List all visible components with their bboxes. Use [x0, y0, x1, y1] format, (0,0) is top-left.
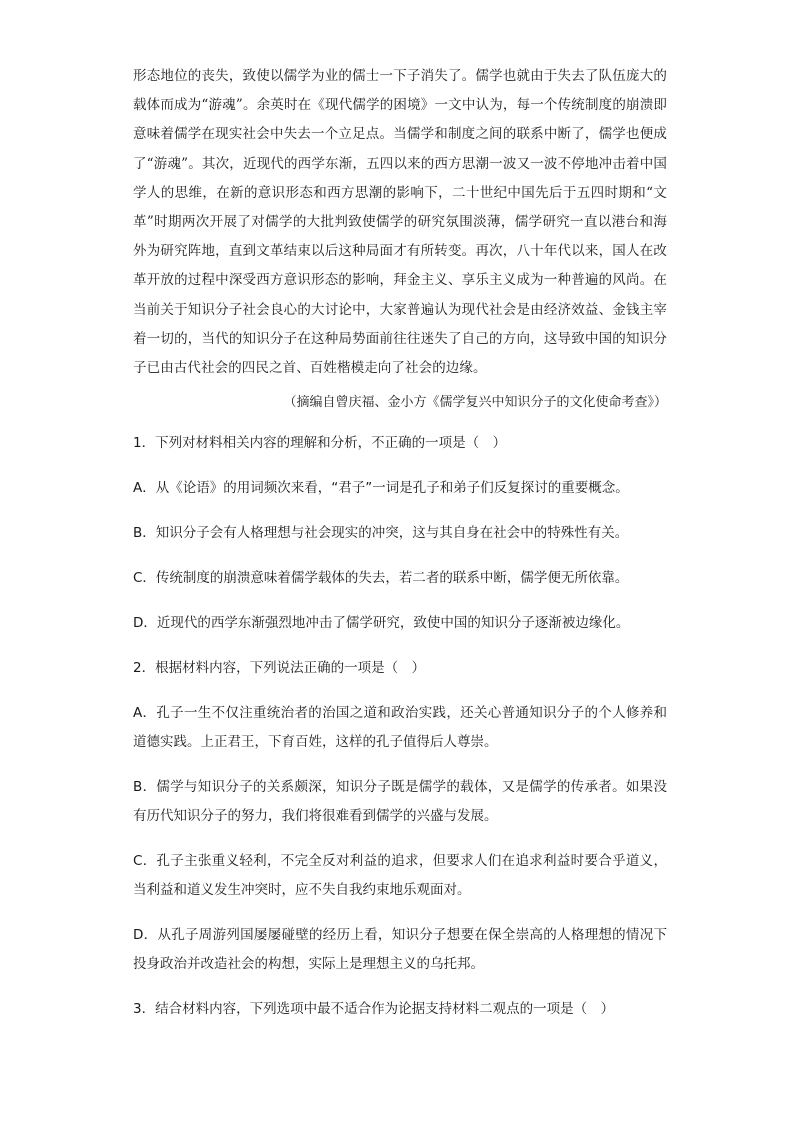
option-b: B．儒学与知识分子的关系颇深，知识分子既是儒学的载体，又是儒学的传承者。如果没有历代知识分子的努力，我们将很难看到儒学的兴盛与发展。 [133, 779, 667, 825]
option-c: C．传统制度的崩溃意味着儒学载体的失去，若二者的联系中断，儒学便无所依靠。 [133, 570, 629, 587]
option-b: B．知识分子会有人格理想与社会现实的冲突，这与其自身在社会中的特殊性有关。 [133, 525, 629, 542]
question-3 [133, 995, 667, 1024]
source-citation: （摘编自曾庆福、金小方《儒学复兴中知识分子的文化使命考查》） [283, 395, 667, 411]
question-1 [133, 429, 667, 638]
question-stem: 3．结合材料内容，下列选项中最不适合作为论据支持材料二观点的一项是（ ） [133, 1001, 615, 1018]
option-a: A．孔子一生不仅注重统治者的治国之道和政治实践，还关心普通知识分子的个人修养和道德实践。上正君王，下育百姓，这样的孔子值得后人尊崇。 [133, 705, 667, 751]
option-c: C．孔子主张重义轻利，不完全反对利益的追求，但要求人们在追求利益时要合乎道义，当利益和道义发生冲突时，应不失自我约束地乐观面对。 [133, 853, 667, 899]
option-d: D．近现代的西学东渐强烈地冲击了儒学研究，致使中国的知识分子逐渐被边缘化。 [133, 615, 630, 632]
question-stem: 2．根据材料内容，下列说法正确的一项是（ ） [133, 660, 426, 677]
option-a: A．从《论语》的用词频次来看，“君子”一词是孔子和弟子们反复探讨的重要概念。 [133, 480, 629, 497]
document-page [133, 62, 667, 1024]
passage-text: 形态地位的丧失，致使以儒学为业的儒士一下子消失了。儒学也就由于失去了队伍庞大的载体而成为“游魂”。余英时在《现代儒学的困境》一文中认为，每一个传统制度的崩溃即意味着儒学在现实社会中失去一个立足点。当儒学和制度之间的联系中断了，儒学也便成了“游魂”。其次，近现代的西学东渐，五四以来的西方思潮一波又一波不停地冲击着中国学人的思维，在新的意识形态和西方思潮的影响下，二十世纪中国先后于五四时期和“文革”时期两次开展了对儒学的大批判致使儒学的研究氛围淡薄，儒学研究一直以港台和海外为研究阵地，直到文革结束以后这种局面才有所转变。再次，八十年代以来，国人在改革开放的过程中深受西方意识形态的影响，拜金主义、享乐主义成为一种普遍的风尚。在当前关于知识分子社会良心的大讨论中，大家普遍认为现代社会是由经济效益、金钱主宰着一切的，当代的知识分子在这种局势面前往往迷失了自己的方向，这导致中国的知识分子已由古代社会的四民之首、百姓楷模走向了社会的边缘。 [133, 68, 667, 377]
question-stem: 1．下列对材料相关内容的理解和分析，不正确的一项是（ ） [133, 435, 507, 452]
question-2 [133, 654, 667, 979]
option-d: D．从孔子周游列国屡屡碰壁的经历上看，知识分子想要在保全崇高的人格理想的情况下投身政治并改造社会的构想，实际上是理想主义的乌托邦。 [133, 927, 667, 973]
